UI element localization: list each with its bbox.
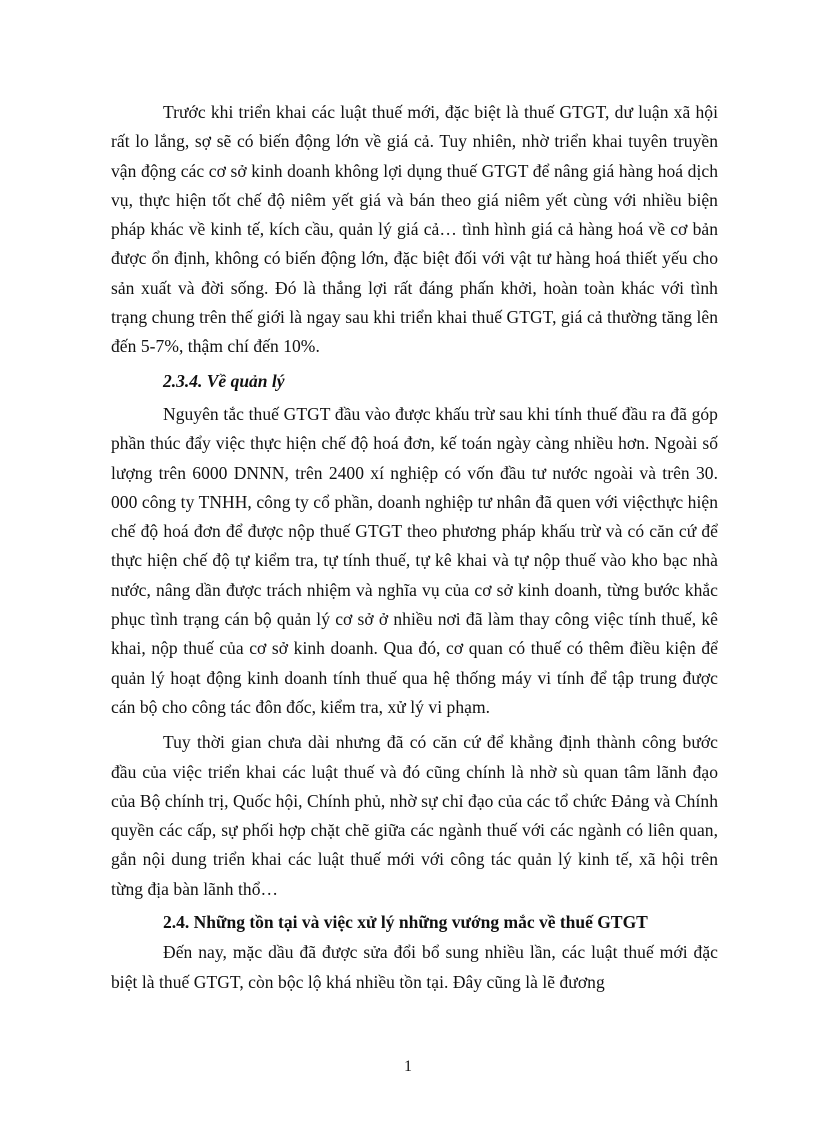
paragraph-price-stability: Trước khi triển khai các luật thuế mới, đặc biệt là thuế GTGT, dư luận xã hội rất lo lắng, sợ sẽ có biến động lớn về giá cả. Tuy nhiên, nhờ triển khai tuyên truyền vận động các cơ sở kinh doanh không lợi dụng thuế GTGT để nâng giá hàng hoá dịch vụ, thực hiện tốt chế độ niêm yết giá và bán theo giá niêm yết cùng với nhiều biện pháp khác về kinh tế, kích cầu, quản lý giá cả… tình hình giá cả hàng hoá về cơ bản được ổn định, không có biến động lớn, đặc biệt đối với vật tư hàng hoá thiết yếu cho sản xuất và đời sống. Đó là thắng lợi rất đáng phấn khởi, hoàn toàn khác với tình trạng chung trên thế giới là ngay sau khi triển khai thuế GTGT, giá cả thường tăng lên đến 5-7%, thậm chí đến 10%. [111,102,718,357]
paragraph-initial-success: Tuy thời gian chưa dài nhưng đã có căn cứ để khẳng định thành công bước đầu của việc triển khai các luật thuế và đó cũng chính là nhờ sù quan tâm lãnh đạo của Bộ chính trị, Quốc hội, Chính phủ, nhờ sự chỉ đạo của các tổ chức Đảng và Chính quyền các cấp, sự phối hợp chặt chẽ giữa các ngành thuế với các ngành có liên quan, gắn nội dung triển khai các luật thuế mới với công tác quản lý kinh tế, xã hội trên từng địa bàn lãnh thổ… [111,732,718,899]
page-number: 1 [404,1058,412,1075]
section-heading-2-4: 2.4. Những tồn tại và việc xử lý những vướng mắc về thuế GTGT [163,912,648,933]
section-heading-2-3-4: 2.3.4. Về quản lý [163,370,285,391]
paragraph-management: Nguyên tắc thuế GTGT đầu vào được khấu trừ sau khi tính thuế đầu ra đã góp phần thúc đẩy việc thực hiện chế độ hoá đơn, kế toán ngày càng nhiều hơn. Ngoài số lượng trên 6000 DNNN, trên 2400 xí nghiệp có vốn đầu tư nước ngoài và trên 30. 000 công ty TNHH, công ty cổ phần, doanh nghiệp tư nhân đã quen với việcthực hiện chế độ hoá đơn để được nộp thuế GTGT theo phương pháp khấu trừ và có căn cứ để thực hiện chế độ tự kiểm tra, tự tính thuế, tự kê khai và tự nộp thuế vào kho bạc nhà nước, nâng dần được trách nhiệm và nghĩa vụ của cơ sở kinh doanh, từng bước khắc phục tình trạng cán bộ quản lý cơ sở ở nhiều nơi đã làm thay công việc tính thuế, kê khai, nộp thuế của cơ sở kinh doanh. Qua đó, cơ quan có thuế có thêm điều kiện để quản lý hoạt động kinh doanh tính thuế qua hệ thống máy vi tính để tập trung được cán bộ cho công tác đôn đốc, kiểm tra, xử lý vi phạm. [111,403,718,717]
document-body [111,98,718,997]
paragraph-remaining-issues: Đến nay, mặc dầu đã được sửa đổi bổ sung nhiều lần, các luật thuế mới đặc biệt là thuế GTGT, còn bộc lộ khá nhiều tồn tại. Đây cũng là lẽ đương [111,942,718,992]
